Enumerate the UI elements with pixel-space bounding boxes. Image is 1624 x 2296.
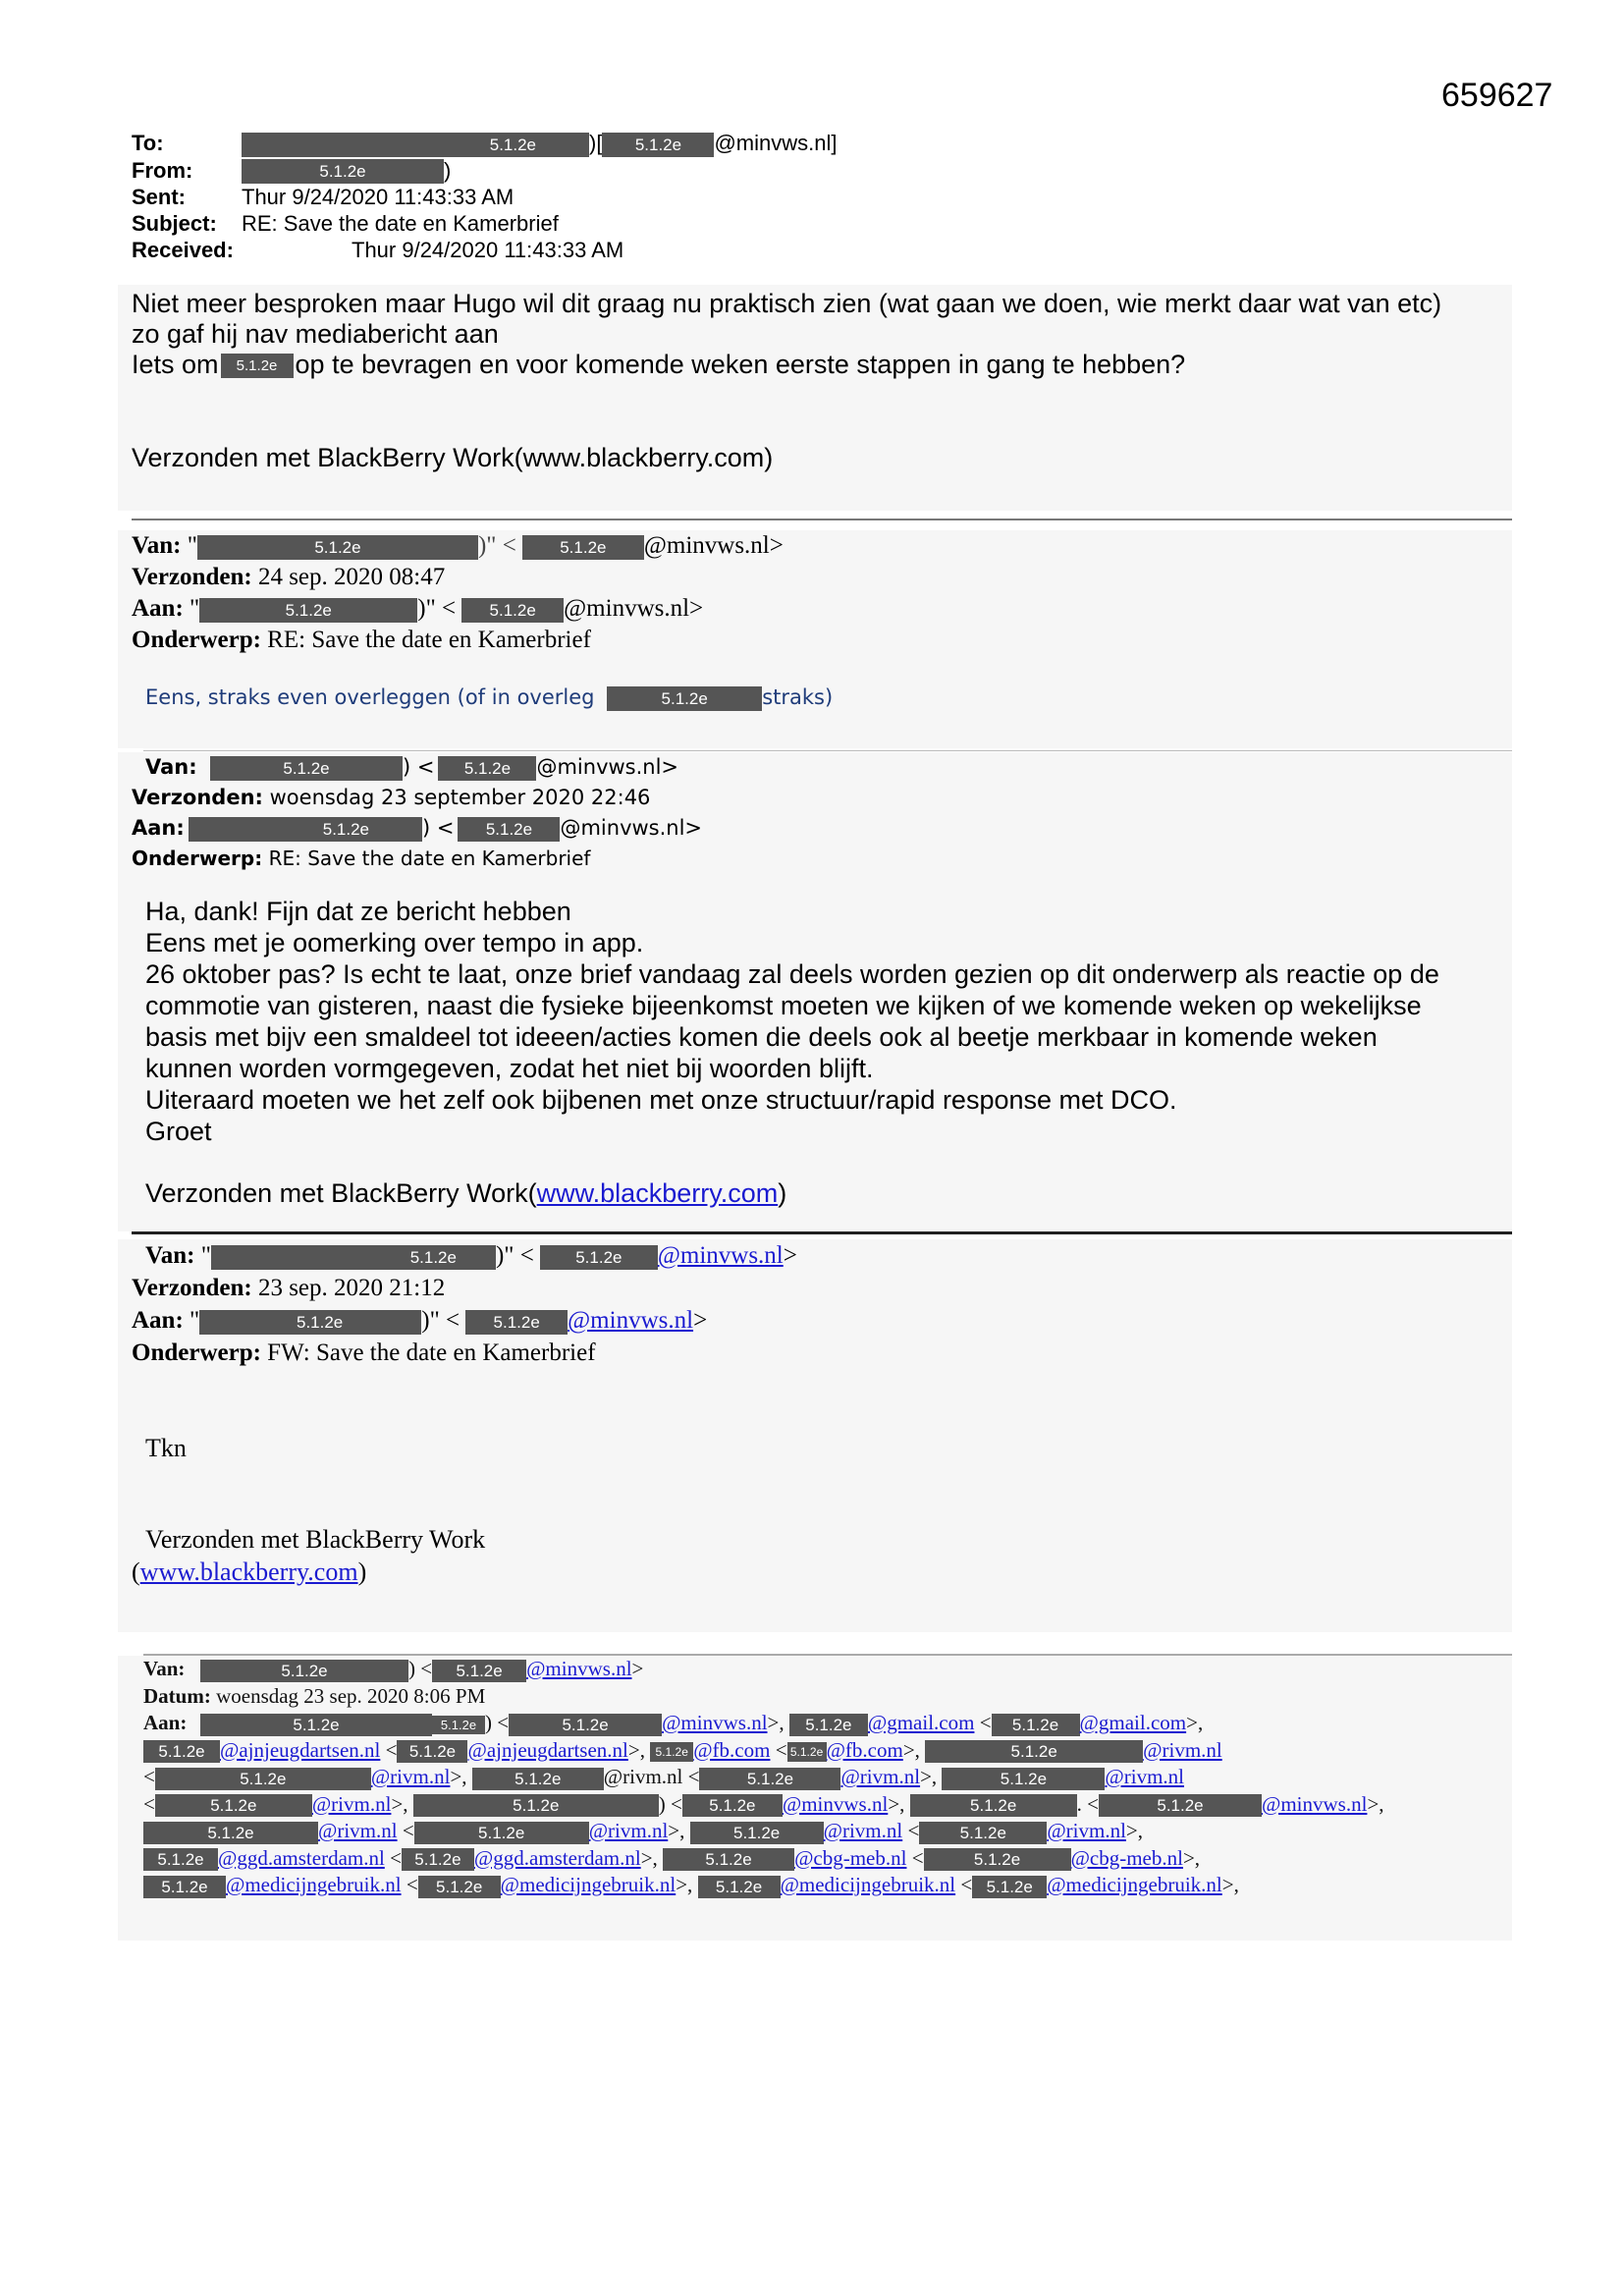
email-link[interactable]: @rivm.nl: [370, 1765, 451, 1788]
punct: >,: [1221, 1873, 1239, 1896]
redaction: 5.1.2e: [242, 159, 444, 184]
message-body-1: [118, 285, 1512, 511]
body-line: basis met bijv een smaldeel tot ideeen/acties komen die deels ook al beetje merkbaar in komende weken: [145, 1022, 1378, 1052]
van-row: [132, 1239, 1512, 1272]
redaction: 5.1.2e: [682, 1794, 783, 1817]
punct: >,: [676, 1873, 693, 1896]
email-link[interactable]: @medicijngebruik.nl: [500, 1873, 677, 1896]
email-link[interactable]: @minvws.nl: [1262, 1791, 1368, 1816]
signature: Verzonden met BlackBerry Work: [145, 1525, 486, 1554]
punct: >,: [391, 1791, 408, 1816]
redaction: 5.1.2e: [143, 1740, 220, 1763]
body-line: commotie van gisteren, naast die fysieke bijeenkomst moeten we kijken of we komende weken op wekelijkse: [145, 991, 1422, 1020]
email-link[interactable]: @cbg-meb.nl: [794, 1845, 907, 1870]
body-text: Iets om: [132, 350, 219, 379]
body-line: Eens met je oomerking over tempo in app.: [145, 928, 644, 957]
quote: ": [200, 1242, 211, 1269]
body-line: Niet meer besproken maar Hugo wil dit graag nu praktisch zien (wat gaan we doen, wie merkt daar wat van etc): [132, 289, 1442, 318]
received-row: [132, 237, 837, 263]
sent-value: Thur 9/24/2020 11:43:33 AM: [242, 185, 514, 210]
van-email-link[interactable]: @minvws.nl: [657, 1242, 784, 1269]
recipients-line: [143, 1710, 1512, 1737]
punct: . <: [1076, 1791, 1099, 1816]
punct: <: [979, 1711, 992, 1734]
redaction: 5.1.2e: [650, 1742, 693, 1762]
quote: ": [189, 1307, 200, 1334]
to-row: [132, 130, 837, 157]
email-link[interactable]: @rivm.nl: [840, 1765, 921, 1788]
datum-label: Datum:: [143, 1683, 211, 1708]
aan-suffix: @minvws.nl>: [564, 595, 704, 622]
redaction: 5.1.2e: [472, 1768, 604, 1790]
signature: Verzonden met BlackBerry Work(www.blackberry.com): [132, 443, 774, 472]
redaction: 5.1.2e: [992, 1714, 1080, 1736]
onderwerp-row: [132, 844, 1512, 874]
paren: ): [357, 1558, 367, 1586]
email-link[interactable]: @fb.com: [693, 1737, 771, 1762]
redaction: 5.1.2e: [924, 1848, 1071, 1871]
subject-value: RE: Save the date en Kamerbrief: [242, 211, 559, 237]
punct: >,: [767, 1711, 785, 1734]
aan-suffix: @minvws.nl>: [560, 816, 703, 840]
redaction: 5.1.2e: [438, 756, 536, 781]
van-email-link[interactable]: @minvws.nl: [526, 1657, 632, 1680]
sent-label: Sent:: [132, 185, 186, 210]
redaction: 5.1.2e: [925, 1740, 1143, 1763]
redaction: 5.1.2e: [397, 1740, 467, 1763]
email-link[interactable]: @rivm.nl: [311, 1791, 392, 1816]
van-row: [132, 530, 1512, 562]
paren: (: [132, 1558, 140, 1586]
document-id: 659627: [1441, 77, 1553, 114]
verzonden-label: Verzonden:: [132, 1275, 252, 1301]
body-line: [132, 350, 1512, 380]
email-link[interactable]: @rivm.nl: [1105, 1765, 1184, 1788]
redaction: 5.1.2e: [143, 1822, 318, 1844]
redaction: 5.1.2e: [972, 1876, 1047, 1898]
van-mid: ) <: [403, 755, 435, 779]
subject-label: Subject:: [132, 211, 217, 237]
email-link[interactable]: @fb.com: [826, 1737, 903, 1762]
onderwerp-label: Onderwerp:: [132, 627, 261, 653]
email-link[interactable]: @rivm.nl: [318, 1819, 398, 1842]
divider: [132, 519, 1512, 520]
divider: [143, 750, 1512, 751]
verzonden-label: Verzonden:: [132, 564, 252, 590]
verzonden-label: Verzonden:: [132, 786, 263, 809]
redaction: 5.1.2e: [540, 1245, 658, 1270]
quote: ": [189, 595, 200, 622]
van-suffix: @minvws.nl>: [536, 755, 679, 779]
punct: <: [687, 1765, 700, 1788]
redaction: 5.1.2e: [143, 1848, 218, 1871]
received-value: Thur 9/24/2020 11:43:33 AM: [352, 238, 624, 263]
recipients-line: [143, 1764, 1512, 1791]
aan-label: Aan:: [132, 595, 184, 622]
van-label: Van:: [145, 755, 197, 779]
email-link[interactable]: @rivm.nl: [1143, 1737, 1222, 1762]
van-close: >: [631, 1657, 644, 1680]
redaction: 5.1.2e: [919, 1822, 1047, 1844]
redaction: 5.1.2e: [910, 1794, 1077, 1817]
punct: <: [907, 1819, 920, 1842]
van-label: Van:: [143, 1657, 186, 1680]
email-link[interactable]: @medicijngebruik.nl: [226, 1873, 402, 1896]
van-label: Van:: [145, 1242, 195, 1269]
body-text: Eens, straks even overleggen (of in overleg: [145, 685, 595, 709]
aan-row: [132, 1304, 1512, 1337]
msg3-body: [132, 896, 1512, 1209]
redaction: 5.1.2e: [699, 1768, 840, 1790]
body-line: Ha, dank! Fijn dat ze bericht hebben: [145, 897, 571, 926]
signature-text: ): [778, 1178, 787, 1208]
email-link[interactable]: @ajnjeugdartsen.nl: [220, 1737, 381, 1762]
body-line: zo gaf hij nav mediabericht aan: [132, 319, 499, 349]
punct: ) <: [485, 1711, 510, 1734]
email-link[interactable]: @rivm.nl: [823, 1819, 903, 1842]
punct: >,: [1367, 1791, 1384, 1816]
redaction: 5.1.2e: [602, 133, 714, 157]
signature-link-row: [132, 1556, 1512, 1588]
redaction: 5.1.2e: [242, 133, 589, 157]
verzonden-value: 23 sep. 2020 21:12: [257, 1275, 446, 1301]
recipients-line: [143, 1791, 1512, 1819]
punct: <: [390, 1845, 402, 1870]
redaction: 5.1.2e: [221, 354, 294, 378]
punct: >,: [450, 1765, 467, 1788]
onderwerp-row: [132, 1337, 1512, 1369]
redaction: 5.1.2e: [155, 1794, 312, 1817]
redaction: 5.1.2e: [199, 598, 417, 623]
redaction: 5.1.2e: [200, 1714, 432, 1736]
email-link[interactable]: @ggd.amsterdam.nl: [218, 1845, 385, 1870]
email-link[interactable]: @rivm.nl: [588, 1819, 669, 1842]
aan-mid: ) <: [422, 816, 455, 840]
from-row: [132, 157, 837, 185]
email-link[interactable]: @minvws.nl: [782, 1791, 889, 1816]
punct: >,: [920, 1765, 938, 1788]
msg4-body: Tkn: [145, 1434, 187, 1462]
email-link[interactable]: @rivm.nl: [603, 1765, 683, 1788]
email-link[interactable]: @medicijngebruik.nl: [1047, 1873, 1222, 1896]
body-line: Groet: [145, 1117, 212, 1146]
onderwerp-value: RE: Save the date en Kamerbrief: [267, 627, 591, 653]
redaction: 5.1.2e: [414, 1822, 589, 1844]
punct: <: [385, 1737, 398, 1762]
verzonden-row: [132, 562, 1512, 593]
punct: >,: [668, 1819, 685, 1842]
email-link[interactable]: @ggd.amsterdam.nl: [473, 1845, 641, 1870]
punct: <: [402, 1819, 414, 1842]
email-link[interactable]: @minvws.nl: [662, 1711, 768, 1734]
redaction: 5.1.2e: [1099, 1794, 1262, 1817]
aan-mid: )" <: [417, 595, 457, 622]
to-sep: )[: [589, 131, 603, 155]
verzonden-value: woensdag 23 september 2020 22:46: [269, 786, 651, 809]
body-text: straks): [762, 685, 834, 709]
email-link[interactable]: @medicijngebruik.nl: [780, 1873, 956, 1896]
received-label: Received:: [132, 238, 234, 263]
redaction: 5.1.2e: [210, 756, 403, 781]
aan-row: [132, 813, 1512, 844]
redaction: 5.1.2e: [458, 817, 560, 842]
onderwerp-label: Onderwerp:: [132, 1339, 261, 1366]
redaction: 5.1.2e: [155, 1768, 371, 1790]
from-suffix: ): [444, 157, 452, 183]
redaction: 5.1.2e: [789, 1714, 868, 1736]
message-4: [118, 1239, 1512, 1632]
onderwerp-value: RE: Save the date en Kamerbrief: [268, 847, 591, 870]
van-row: [143, 1656, 1512, 1683]
punct: >,: [640, 1845, 658, 1870]
punct: <: [775, 1737, 787, 1762]
body-text: op te bevragen en voor komende weken eerste stappen in gang te hebben?: [295, 350, 1186, 379]
body-line: Uiteraard moeten we het zelf ook bijbenen met onze structuur/rapid response met DCO.: [145, 1085, 1177, 1115]
redaction: 5.1.2e: [197, 535, 478, 560]
quote: ": [187, 532, 197, 559]
redaction: 5.1.2e: [211, 1245, 496, 1270]
van-suffix: @minvws.nl>: [643, 532, 784, 559]
message-3: [118, 752, 1512, 1231]
punct: >,: [902, 1737, 920, 1762]
email-header: [132, 130, 837, 263]
redaction: 5.1.2e: [199, 1310, 421, 1335]
onderwerp-value: FW: Save the date en Kamerbrief: [267, 1339, 596, 1366]
redaction: 5.1.2e: [942, 1768, 1105, 1790]
body-line: 26 oktober pas? Is echt te laat, onze brief vandaag zal deels worden gezien op dit onderwerp als reactie op de: [145, 959, 1439, 989]
punct: <: [911, 1845, 924, 1870]
aan-close: >: [693, 1307, 708, 1334]
redaction: 5.1.2e: [698, 1876, 781, 1898]
email-link[interactable]: @gmail.com: [867, 1711, 975, 1734]
punct: ) <: [408, 1657, 433, 1680]
redaction: 5.1.2e: [690, 1822, 824, 1844]
body-line: kunnen worden vormgegeven, zodat het niet bij woorden blijft.: [145, 1054, 874, 1083]
verzonden-row: [132, 783, 1512, 813]
aan-row: [132, 593, 1512, 625]
signature: [145, 1177, 1512, 1209]
blackberry-link[interactable]: www.blackberry.com: [139, 1558, 358, 1586]
recipients-line: [143, 1818, 1512, 1845]
redaction: 5.1.2e: [143, 1876, 226, 1898]
van-label: Van:: [132, 532, 182, 559]
redaction: 5.1.2e: [465, 1310, 568, 1335]
van-row: [132, 752, 1512, 783]
redaction: 5.1.2e: [413, 1794, 659, 1817]
to-suffix: @minvws.nl]: [714, 131, 838, 155]
recipients-line: [143, 1845, 1512, 1873]
verzonden-row: [132, 1272, 1512, 1304]
message-2: [118, 530, 1512, 748]
punct: >,: [888, 1791, 905, 1816]
onderwerp-row: [132, 625, 1512, 656]
redaction: 5.1.2e: [607, 686, 762, 711]
email-link[interactable]: @gmail.com: [1079, 1711, 1187, 1734]
redaction: 5.1.2e: [432, 1716, 485, 1734]
punct: <: [143, 1765, 155, 1788]
punct: <: [143, 1791, 155, 1816]
van-mid: )" <: [477, 532, 516, 559]
to-label: To:: [132, 131, 164, 155]
punct: <: [960, 1873, 973, 1896]
aan-label: Aan:: [132, 816, 185, 840]
punct: >,: [1182, 1845, 1201, 1870]
divider: [132, 1231, 1512, 1234]
redaction: 5.1.2e: [402, 1848, 474, 1871]
blackberry-link[interactable]: www.blackberry.com: [536, 1178, 779, 1208]
datum-row: [143, 1683, 1512, 1711]
redaction: 5.1.2e: [189, 817, 422, 842]
email-link[interactable]: @rivm.nl: [1047, 1819, 1126, 1842]
redaction: 5.1.2e: [432, 1660, 526, 1682]
msg2-body: [132, 682, 1512, 713]
aan-label: Aan:: [132, 1307, 184, 1334]
aan-label: Aan:: [143, 1711, 188, 1734]
recipients-line: [143, 1737, 1512, 1765]
aan-email-link[interactable]: @minvws.nl: [568, 1307, 694, 1334]
email-link[interactable]: @cbg-meb.nl: [1070, 1845, 1183, 1870]
redaction: 5.1.2e: [509, 1714, 662, 1736]
signature-text: Verzonden met BlackBerry Work(: [145, 1178, 537, 1208]
redaction: 5.1.2e: [461, 598, 564, 623]
redaction: 5.1.2e: [200, 1660, 408, 1682]
punct: ) <: [658, 1791, 682, 1816]
message-5: [118, 1656, 1512, 1941]
recipients-line: [143, 1872, 1512, 1899]
van-close: >: [783, 1242, 797, 1269]
email-link[interactable]: @ajnjeugdartsen.nl: [467, 1737, 628, 1762]
from-label: From:: [132, 157, 193, 183]
redaction: 5.1.2e: [418, 1876, 501, 1898]
van-mid: )" <: [495, 1242, 534, 1269]
verzonden-value: 24 sep. 2020 08:47: [257, 564, 446, 590]
punct: >,: [1125, 1819, 1143, 1842]
datum-value: woensdag 23 sep. 2020 8:06 PM: [216, 1683, 486, 1708]
redaction: 5.1.2e: [522, 535, 644, 560]
sent-row: [132, 184, 837, 210]
redaction: 5.1.2e: [663, 1848, 794, 1871]
onderwerp-label: Onderwerp:: [132, 847, 263, 870]
aan-mid: )" <: [421, 1307, 460, 1334]
redaction: 5.1.2e: [787, 1742, 827, 1762]
punct: >,: [1186, 1711, 1204, 1734]
punct: <: [406, 1873, 418, 1896]
punct: >,: [627, 1737, 645, 1762]
subject-row: [132, 210, 837, 237]
